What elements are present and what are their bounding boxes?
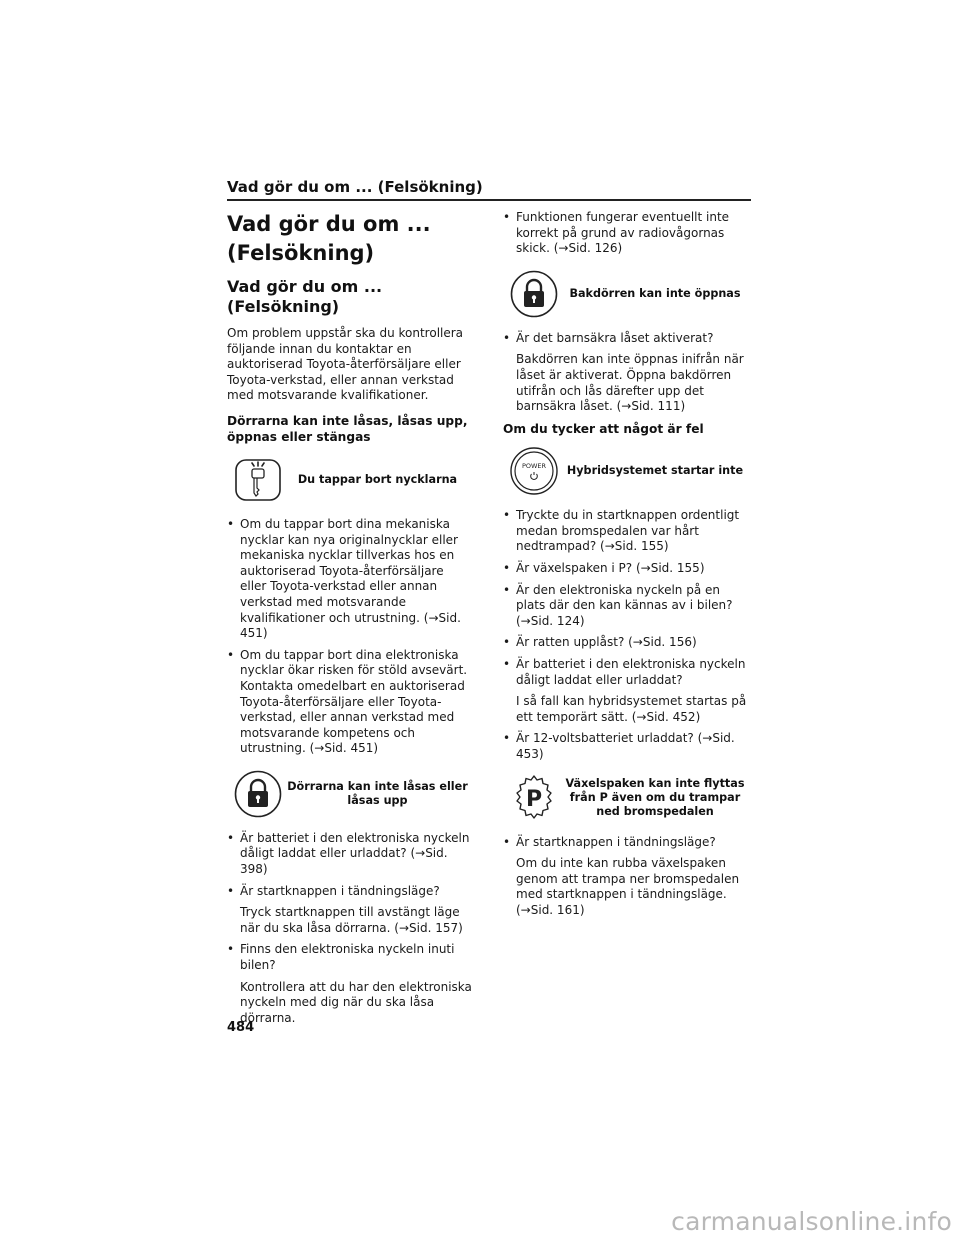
topic-label: Dörrarna kan inte låsas eller låsas upp [287, 779, 468, 807]
list-item: • Är den elektroniska nyckeln på en plats där den kan kännas av i bilen? (→Sid. 124) [503, 582, 733, 628]
list-item-detail: Bakdörren kan inte öppnas inifrån när låset är aktiverat. Öppna bakdörren utifrån och lås därefter upp det barnsäkra låset. (→Sid. 111) [516, 352, 744, 414]
power-button-icon [509, 446, 559, 496]
header-rule [227, 199, 751, 201]
list-item-detail: Om du inte kan rubba växelspaken genom att trampa ner bromspedalen med startknappen i tändningsläge. (→Sid. 161) [516, 856, 740, 917]
list-item: • Om du tappar bort dina elektroniska nycklar ökar risken för stöld avsevärt. Kontakta omedelbart en auktoriserad Toyota-återförsäljare eller Toyota-verkstad, eller annan verkstad med motsvarande kompetens och utrustning. (→Sid. 451) [227, 647, 468, 756]
list-item: • Funktionen fungerar eventuellt inte korrekt på grund av radiovågornas skick. (→Sid. 126) [503, 210, 730, 256]
page-number: 484 [227, 1020, 255, 1035]
topic-hybrid-start [503, 446, 751, 496]
list-item: • Tryckte du in startknappen ordentligt medan bromspedalen var hårt nedtrampad? (→Sid. 155) [503, 508, 740, 554]
chapter-title-line-1: Vad gör du om ... [227, 212, 431, 236]
right-column [503, 210, 751, 925]
list-item-detail: Tryck startknappen till avstängt läge när du ska låsa dörrarna. (→Sid. 157) [240, 905, 463, 935]
watermark: carmanualsonline.info [671, 1207, 952, 1236]
list-item: • Är startknappen i tändningsläge? [227, 883, 440, 898]
list-item: • Är ratten upplåst? (→Sid. 156) [503, 635, 697, 650]
list-item: • Är batteriet i den elektroniska nyckeln dåligt laddat eller urladdat? (→Sid. 398) [227, 830, 470, 877]
topic-label: Växelspaken kan inte flyttas från P även om du trampar ned bromspedalen [565, 776, 745, 818]
key-icon [233, 455, 283, 505]
topic-lost-keys [227, 455, 472, 505]
topic-back-door [503, 269, 751, 319]
subsection-doors-title: Dörrarna kan inte låsas, låsas upp, öppnas eller stängas [227, 413, 468, 445]
intro-paragraph: Om problem uppstår ska du kontrollera följande innan du kontaktar en auktoriserad Toyota-återförsäljare eller Toyota-verkstad, eller annan verkstad med motsvarande kvalifikationer. [227, 326, 464, 403]
list-item: • Om du tappar bort dina mekaniska nycklar kan nya originalnycklar eller mekaniska nycklar tillverkas hos en auktoriserad Toyota-återförsäljare eller Toyota-verkstad eller annan verkstad med motsvarande kvalifikationer och utrustning. (→Sid. 451) [227, 516, 461, 641]
list-item: • Finns den elektroniska nyckeln inuti bilen? [227, 942, 455, 973]
chapter-title-line-2: (Felsökning) [227, 241, 375, 265]
park-icon-text: P [525, 786, 543, 812]
list-item: • Är 12-voltsbatteriet urladdat? (→Sid. 453) [503, 731, 735, 761]
park-gear-icon [509, 773, 559, 823]
topic-label: Du tappar bort nycklarna [297, 472, 458, 486]
list-item: • Är växelspaken i P? (→Sid. 155) [503, 561, 705, 576]
list-item-detail: I så fall kan hybridsystemet startas på ett temporärt sätt. (→Sid. 452) [516, 694, 747, 724]
topic-label: Bakdörren kan inte öppnas [569, 286, 741, 300]
running-header: Vad gör du om ... (Felsökning) [227, 178, 483, 196]
subsection-faults-title: Om du tycker att något är fel [503, 421, 704, 436]
power-icon-text: POWER [521, 462, 547, 471]
list-item-detail: Kontrollera att du har den elektroniska nyckeln med dig när du ska låsa dörrarna. [240, 979, 472, 1025]
topic-label: Hybridsystemet startar inte [566, 464, 744, 478]
list-item: • Är batteriet i den elektroniska nyckeln dåligt laddat eller urladdat? [503, 657, 746, 687]
lock-icon [509, 269, 559, 319]
section-title: Vad gör du om ... (Felsökning) [227, 277, 383, 316]
topic-doors-lock [227, 769, 472, 819]
chapter-title [227, 210, 472, 268]
lock-icon [233, 769, 283, 819]
topic-shift-lever [503, 773, 751, 823]
left-column [227, 210, 472, 1032]
list-item: • Är startknappen i tändningsläge? [503, 834, 716, 849]
list-item: • Är det barnsäkra låset aktiverat? [503, 330, 714, 345]
